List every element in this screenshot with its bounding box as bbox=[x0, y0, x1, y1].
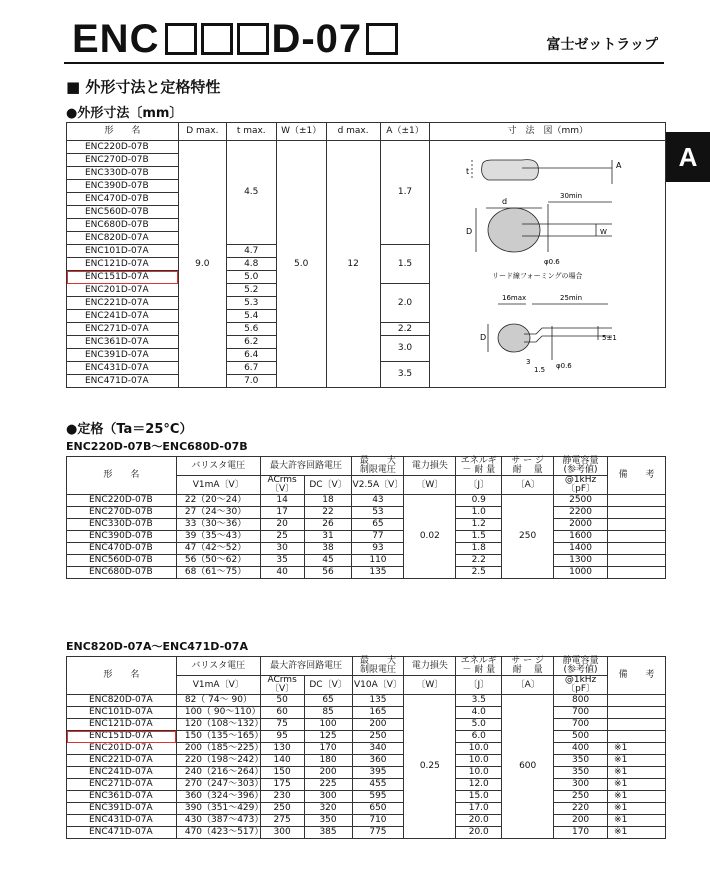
title-placeholder-box bbox=[237, 23, 269, 55]
t-max-value: 4.5 bbox=[226, 141, 276, 245]
unit-header: V10A〔V〕 bbox=[352, 676, 404, 695]
capacitance: 350 bbox=[554, 755, 608, 767]
part-name: ENC680D-07B bbox=[67, 219, 179, 232]
unit-header: V2.5A〔V〕 bbox=[352, 476, 404, 495]
remarks: ※1 bbox=[608, 755, 666, 767]
ac-voltage: 20 bbox=[260, 519, 304, 531]
dc-voltage: 56 bbox=[304, 567, 352, 579]
part-name: ENC361D-07A bbox=[67, 336, 179, 349]
clamp-voltage: 93 bbox=[352, 543, 404, 555]
col-header: バリスタ電圧 bbox=[176, 657, 260, 676]
energy-rating: 15.0 bbox=[456, 791, 502, 803]
a-value: 1.7 bbox=[380, 141, 430, 245]
part-name: ENC820D-07A bbox=[67, 232, 179, 245]
energy-rating: 1.5 bbox=[456, 531, 502, 543]
ac-voltage: 60 bbox=[260, 707, 304, 719]
energy-rating: 12.0 bbox=[456, 779, 502, 791]
clamp-voltage: 135 bbox=[352, 695, 404, 707]
dc-voltage: 85 bbox=[304, 707, 352, 719]
part-name: ENC121D-07A bbox=[67, 258, 179, 271]
table-row bbox=[67, 827, 666, 839]
remarks: ※1 bbox=[608, 779, 666, 791]
dc-voltage: 38 bbox=[304, 543, 352, 555]
varistor-voltage: 240（216～264） bbox=[176, 767, 260, 779]
t-max-value: 6.4 bbox=[226, 349, 276, 362]
remarks bbox=[608, 719, 666, 731]
energy-rating: 0.9 bbox=[456, 495, 502, 507]
capacitance: 1300 bbox=[554, 555, 608, 567]
unit-header: @1kHz〔pF〕 bbox=[554, 676, 608, 695]
part-name: ENC201D-07A bbox=[67, 284, 179, 297]
col-header: t max. bbox=[226, 123, 276, 141]
col-header: d max. bbox=[326, 123, 380, 141]
dimensions-subtitle: ●外形寸法〔mm〕 bbox=[66, 106, 183, 121]
t-max-value: 4.8 bbox=[226, 258, 276, 271]
ac-voltage: 230 bbox=[260, 791, 304, 803]
ratings-table-07b bbox=[66, 456, 666, 579]
part-name: ENC470D-07B bbox=[67, 543, 177, 555]
part-name: ENC431D-07A bbox=[67, 815, 177, 827]
part-name: ENC431D-07A bbox=[67, 362, 179, 375]
ac-voltage: 35 bbox=[260, 555, 304, 567]
header-rule bbox=[64, 62, 664, 64]
remarks: ※1 bbox=[608, 815, 666, 827]
varistor-voltage: 100（ 90～110） bbox=[176, 707, 260, 719]
a-value: 3.0 bbox=[380, 336, 430, 362]
ac-voltage: 140 bbox=[260, 755, 304, 767]
clamp-voltage: 65 bbox=[352, 519, 404, 531]
surge-rating: 250 bbox=[502, 495, 554, 579]
col-header: 形 名 bbox=[67, 457, 177, 495]
varistor-voltage: 360（324～396） bbox=[176, 791, 260, 803]
title-prefix: ENC bbox=[72, 16, 160, 61]
table-row bbox=[67, 731, 666, 743]
w-value: 5.0 bbox=[276, 141, 326, 388]
forming-caption: リード線フォーミングの場合 bbox=[492, 272, 583, 280]
dc-voltage: 26 bbox=[304, 519, 352, 531]
energy-rating: 3.5 bbox=[456, 695, 502, 707]
table-row bbox=[67, 519, 666, 531]
remarks: ※1 bbox=[608, 803, 666, 815]
energy-rating: 1.8 bbox=[456, 543, 502, 555]
col-header: エネルギ － 耐 量 bbox=[456, 657, 502, 676]
dc-voltage: 18 bbox=[304, 495, 352, 507]
dc-voltage: 65 bbox=[304, 695, 352, 707]
part-name: ENC330D-07B bbox=[67, 519, 177, 531]
dimensions-header-row bbox=[67, 123, 666, 141]
ratings-header-row bbox=[67, 657, 666, 676]
dimension-diagram bbox=[462, 140, 656, 380]
energy-rating: 6.0 bbox=[456, 731, 502, 743]
section-tab: A bbox=[666, 132, 710, 182]
front-view-drawing bbox=[476, 202, 612, 252]
clamp-voltage: 360 bbox=[352, 755, 404, 767]
capacitance: 2500 bbox=[554, 495, 608, 507]
table-row bbox=[67, 507, 666, 519]
capacitance: 220 bbox=[554, 803, 608, 815]
energy-rating: 20.0 bbox=[456, 815, 502, 827]
remarks bbox=[608, 707, 666, 719]
title-placeholder-box bbox=[201, 23, 233, 55]
varistor-voltage: 470（423～517） bbox=[176, 827, 260, 839]
col-header: バリスタ電圧 bbox=[176, 457, 260, 476]
ac-voltage: 300 bbox=[260, 827, 304, 839]
part-name: ENC471D-07A bbox=[67, 827, 177, 839]
col-header: 最 大 制限電圧 bbox=[352, 657, 404, 676]
t-max-value: 5.4 bbox=[226, 310, 276, 323]
capacitance: 1600 bbox=[554, 531, 608, 543]
dim-label-5: 5±1 bbox=[602, 334, 617, 342]
part-name: ENC101D-07A bbox=[67, 245, 179, 258]
dim-label-3: 3 bbox=[526, 358, 531, 366]
capacitance: 300 bbox=[554, 779, 608, 791]
table-row bbox=[67, 567, 666, 579]
part-name: ENC220D-07B bbox=[67, 141, 179, 154]
part-name: ENC471D-07A bbox=[67, 375, 179, 388]
table1-caption: ENC220D-07B～ENC680D-07B bbox=[66, 440, 248, 453]
ratings-header-row bbox=[67, 457, 666, 476]
col-header: サ ー ジ 耐 量 bbox=[502, 657, 554, 676]
clamp-voltage: 43 bbox=[352, 495, 404, 507]
table-row bbox=[67, 815, 666, 827]
clamp-voltage: 775 bbox=[352, 827, 404, 839]
dim-label-16max: 16max bbox=[502, 294, 527, 302]
part-name: ENC221D-07A bbox=[67, 297, 179, 310]
clamp-voltage: 77 bbox=[352, 531, 404, 543]
unit-header: DC〔V〕 bbox=[304, 676, 352, 695]
remarks bbox=[608, 555, 666, 567]
clamp-voltage: 200 bbox=[352, 719, 404, 731]
table-row bbox=[67, 707, 666, 719]
ac-voltage: 17 bbox=[260, 507, 304, 519]
clamp-voltage: 165 bbox=[352, 707, 404, 719]
part-name: ENC390D-07B bbox=[67, 180, 179, 193]
table-row bbox=[67, 719, 666, 731]
col-header: 最大許容回路電圧 bbox=[260, 457, 352, 476]
section-title: ■ 外形寸法と定格特性 bbox=[66, 78, 221, 96]
table-row bbox=[67, 695, 666, 707]
ac-voltage: 150 bbox=[260, 767, 304, 779]
varistor-voltage: 22（20～24） bbox=[176, 495, 260, 507]
unit-header: 〔W〕 bbox=[404, 676, 456, 695]
col-header: 最大許容回路電圧 bbox=[260, 657, 352, 676]
part-name: ENC151D-07A bbox=[67, 271, 179, 284]
capacitance: 400 bbox=[554, 743, 608, 755]
capacitance: 170 bbox=[554, 827, 608, 839]
surge-rating: 600 bbox=[502, 695, 554, 839]
ac-voltage: 130 bbox=[260, 743, 304, 755]
a-value: 2.0 bbox=[380, 284, 430, 323]
ac-voltage: 250 bbox=[260, 803, 304, 815]
dim-label-phi2: φ0.6 bbox=[556, 362, 572, 370]
varistor-voltage: 220（198～242） bbox=[176, 755, 260, 767]
part-name: ENC560D-07B bbox=[67, 555, 177, 567]
title-middle: D-07 bbox=[271, 16, 363, 61]
clamp-voltage: 595 bbox=[352, 791, 404, 803]
dc-voltage: 100 bbox=[304, 719, 352, 731]
col-header: D max. bbox=[178, 123, 226, 141]
clamp-voltage: 455 bbox=[352, 779, 404, 791]
part-name: ENC201D-07A bbox=[67, 743, 177, 755]
varistor-voltage: 390（351～429） bbox=[176, 803, 260, 815]
remarks bbox=[608, 731, 666, 743]
dim-label-a: A bbox=[616, 161, 622, 170]
capacitance: 700 bbox=[554, 707, 608, 719]
remarks bbox=[608, 567, 666, 579]
part-name: ENC390D-07B bbox=[67, 531, 177, 543]
dc-voltage: 125 bbox=[304, 731, 352, 743]
part-name: ENC101D-07A bbox=[67, 707, 177, 719]
dim-label-1-5: 1.5 bbox=[534, 366, 546, 374]
col-header: 形 名 bbox=[67, 657, 177, 695]
varistor-voltage: 33（30～36） bbox=[176, 519, 260, 531]
dim-label-d2: D bbox=[480, 333, 487, 342]
col-header: 電力損失 bbox=[404, 657, 456, 676]
a-value: 1.5 bbox=[380, 245, 430, 284]
side-view-drawing bbox=[472, 160, 612, 184]
unit-header: 〔J〕 bbox=[456, 476, 502, 495]
part-name: ENC271D-07A bbox=[67, 323, 179, 336]
varistor-voltage: 39（35～43） bbox=[176, 531, 260, 543]
capacitance: 700 bbox=[554, 719, 608, 731]
table-row bbox=[67, 767, 666, 779]
dc-voltage: 320 bbox=[304, 803, 352, 815]
t-max-value: 5.0 bbox=[226, 271, 276, 284]
t-max-value: 6.7 bbox=[226, 362, 276, 375]
unit-header: ACrms〔V〕 bbox=[260, 676, 304, 695]
dc-voltage: 170 bbox=[304, 743, 352, 755]
capacitance: 500 bbox=[554, 731, 608, 743]
varistor-voltage: 27（24～30） bbox=[176, 507, 260, 519]
table-row bbox=[67, 555, 666, 567]
ac-voltage: 275 bbox=[260, 815, 304, 827]
page-title bbox=[72, 14, 400, 64]
varistor-voltage: 47（42～52） bbox=[176, 543, 260, 555]
energy-rating: 10.0 bbox=[456, 755, 502, 767]
energy-rating: 1.2 bbox=[456, 519, 502, 531]
varistor-voltage: 270（247～303） bbox=[176, 779, 260, 791]
capacitance: 800 bbox=[554, 695, 608, 707]
unit-header: 〔A〕 bbox=[502, 676, 554, 695]
col-header: サ ー ジ 耐 量 bbox=[502, 457, 554, 476]
energy-rating: 2.5 bbox=[456, 567, 502, 579]
remarks bbox=[608, 495, 666, 507]
part-name: ENC151D-07A bbox=[67, 731, 177, 743]
part-name: ENC241D-07A bbox=[67, 767, 177, 779]
part-name: ENC270D-07B bbox=[67, 154, 179, 167]
remarks bbox=[608, 531, 666, 543]
clamp-voltage: 110 bbox=[352, 555, 404, 567]
clamp-voltage: 53 bbox=[352, 507, 404, 519]
dim-label-30min: 30min bbox=[560, 192, 583, 200]
varistor-voltage: 82（ 74～ 90） bbox=[176, 695, 260, 707]
table-row bbox=[67, 791, 666, 803]
dc-voltage: 180 bbox=[304, 755, 352, 767]
title-placeholder-box bbox=[366, 23, 398, 55]
capacitance: 350 bbox=[554, 767, 608, 779]
part-name: ENC470D-07B bbox=[67, 193, 179, 206]
table-row bbox=[67, 531, 666, 543]
ac-voltage: 30 bbox=[260, 543, 304, 555]
col-header: 電力損失 bbox=[404, 457, 456, 476]
dc-voltage: 22 bbox=[304, 507, 352, 519]
varistor-voltage: 430（387～473） bbox=[176, 815, 260, 827]
col-header: 静電容量 (参考値) bbox=[554, 657, 608, 676]
dc-voltage: 385 bbox=[304, 827, 352, 839]
part-name: ENC361D-07A bbox=[67, 791, 177, 803]
col-header: 備 考 bbox=[608, 457, 666, 495]
energy-rating: 1.0 bbox=[456, 507, 502, 519]
ac-voltage: 40 bbox=[260, 567, 304, 579]
part-name: ENC391D-07A bbox=[67, 349, 179, 362]
dc-voltage: 300 bbox=[304, 791, 352, 803]
part-name: ENC391D-07A bbox=[67, 803, 177, 815]
dc-voltage: 45 bbox=[304, 555, 352, 567]
varistor-voltage: 68（61～75） bbox=[176, 567, 260, 579]
power-loss: 0.25 bbox=[404, 695, 456, 839]
part-name: ENC270D-07B bbox=[67, 507, 177, 519]
energy-rating: 4.0 bbox=[456, 707, 502, 719]
dim-label-phi: φ0.6 bbox=[544, 258, 560, 266]
dim-label-w: W bbox=[600, 228, 607, 236]
clamp-voltage: 135 bbox=[352, 567, 404, 579]
remarks: ※1 bbox=[608, 827, 666, 839]
col-header: 備 考 bbox=[608, 657, 666, 695]
table2-caption: ENC820D-07A～ENC471D-07A bbox=[66, 640, 248, 653]
part-name: ENC330D-07B bbox=[67, 167, 179, 180]
table-row bbox=[67, 495, 666, 507]
d-max-value: 9.0 bbox=[178, 141, 226, 388]
energy-rating: 5.0 bbox=[456, 719, 502, 731]
table-row bbox=[67, 543, 666, 555]
forming-view-drawing bbox=[488, 304, 612, 360]
col-header: エネルギ － 耐 量 bbox=[456, 457, 502, 476]
ac-voltage: 50 bbox=[260, 695, 304, 707]
part-name: ENC220D-07B bbox=[67, 495, 177, 507]
table-row bbox=[67, 803, 666, 815]
clamp-voltage: 340 bbox=[352, 743, 404, 755]
remarks bbox=[608, 519, 666, 531]
unit-header: 〔J〕 bbox=[456, 676, 502, 695]
energy-rating: 2.2 bbox=[456, 555, 502, 567]
ratings-table-07a bbox=[66, 656, 666, 839]
title-placeholder-box bbox=[165, 23, 197, 55]
dim-label-t: t bbox=[466, 167, 470, 176]
dim-label-d: d bbox=[502, 197, 508, 206]
ac-voltage: 175 bbox=[260, 779, 304, 791]
remarks bbox=[608, 695, 666, 707]
power-loss: 0.02 bbox=[404, 495, 456, 579]
energy-rating: 10.0 bbox=[456, 743, 502, 755]
ac-voltage: 95 bbox=[260, 731, 304, 743]
capacitance: 1000 bbox=[554, 567, 608, 579]
remarks bbox=[608, 543, 666, 555]
dc-voltage: 31 bbox=[304, 531, 352, 543]
part-name: ENC560D-07B bbox=[67, 206, 179, 219]
dim-label-25min: 25min bbox=[560, 294, 583, 302]
part-name: ENC271D-07A bbox=[67, 779, 177, 791]
t-max-value: 6.2 bbox=[226, 336, 276, 349]
varistor-voltage: 200（185～225） bbox=[176, 743, 260, 755]
unit-header: 〔A〕 bbox=[502, 476, 554, 495]
col-header: A（±1） bbox=[380, 123, 430, 141]
ac-voltage: 75 bbox=[260, 719, 304, 731]
remarks bbox=[608, 507, 666, 519]
t-max-value: 4.7 bbox=[226, 245, 276, 258]
d-lead-value: 12 bbox=[326, 141, 380, 388]
unit-header: 〔W〕 bbox=[404, 476, 456, 495]
col-header: 最 大 制限電圧 bbox=[352, 457, 404, 476]
part-name: ENC241D-07A bbox=[67, 310, 179, 323]
unit-header: ACrms〔V〕 bbox=[260, 476, 304, 495]
col-header: 寸 法 図（mm） bbox=[430, 123, 666, 141]
capacitance: 2000 bbox=[554, 519, 608, 531]
a-value: 2.2 bbox=[380, 323, 430, 336]
capacitance: 2200 bbox=[554, 507, 608, 519]
ac-voltage: 14 bbox=[260, 495, 304, 507]
part-name: ENC680D-07B bbox=[67, 567, 177, 579]
energy-rating: 10.0 bbox=[456, 767, 502, 779]
table-row bbox=[67, 743, 666, 755]
t-max-value: 5.3 bbox=[226, 297, 276, 310]
part-name: ENC121D-07A bbox=[67, 719, 177, 731]
remarks: ※1 bbox=[608, 743, 666, 755]
energy-rating: 20.0 bbox=[456, 827, 502, 839]
clamp-voltage: 710 bbox=[352, 815, 404, 827]
col-header: W（±1） bbox=[276, 123, 326, 141]
unit-header: DC〔V〕 bbox=[304, 476, 352, 495]
t-max-value: 7.0 bbox=[226, 375, 276, 388]
capacitance: 250 bbox=[554, 791, 608, 803]
remarks: ※1 bbox=[608, 767, 666, 779]
table-row bbox=[67, 755, 666, 767]
col-header: 形 名 bbox=[67, 123, 179, 141]
dim-label-big-d: D bbox=[466, 227, 473, 236]
clamp-voltage: 250 bbox=[352, 731, 404, 743]
dc-voltage: 200 bbox=[304, 767, 352, 779]
col-header: 静電容量 (参考値) bbox=[554, 457, 608, 476]
unit-header: @1kHz〔pF〕 bbox=[554, 476, 608, 495]
t-max-value: 5.2 bbox=[226, 284, 276, 297]
varistor-voltage: 150（135～165） bbox=[176, 731, 260, 743]
t-max-value: 5.6 bbox=[226, 323, 276, 336]
dc-voltage: 225 bbox=[304, 779, 352, 791]
energy-rating: 17.0 bbox=[456, 803, 502, 815]
table-row bbox=[67, 779, 666, 791]
part-name: ENC820D-07A bbox=[67, 695, 177, 707]
a-value: 3.5 bbox=[380, 362, 430, 388]
capacitance: 1400 bbox=[554, 543, 608, 555]
unit-header: V1mA〔V〕 bbox=[176, 476, 260, 495]
brand-name: 富士ゼットラップ bbox=[546, 37, 658, 53]
varistor-voltage: 120（108～132） bbox=[176, 719, 260, 731]
dc-voltage: 350 bbox=[304, 815, 352, 827]
varistor-voltage: 56（50～62） bbox=[176, 555, 260, 567]
ac-voltage: 25 bbox=[260, 531, 304, 543]
unit-header: V1mA〔V〕 bbox=[176, 676, 260, 695]
capacitance: 200 bbox=[554, 815, 608, 827]
clamp-voltage: 395 bbox=[352, 767, 404, 779]
clamp-voltage: 650 bbox=[352, 803, 404, 815]
ratings-subtitle: ●定格（Ta＝25°C） bbox=[66, 422, 193, 437]
part-name: ENC221D-07A bbox=[67, 755, 177, 767]
remarks: ※1 bbox=[608, 791, 666, 803]
